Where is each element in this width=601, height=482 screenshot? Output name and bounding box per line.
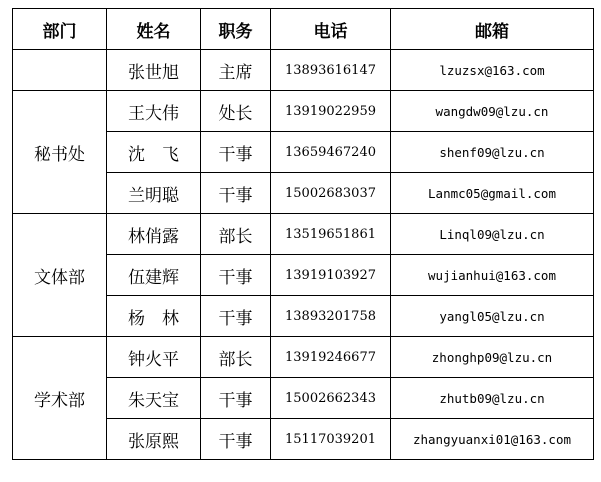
phone-cell: 15117039201: [271, 419, 391, 460]
phone-cell: 13919022959: [271, 91, 391, 132]
name-cell: 林俏露: [107, 214, 201, 255]
email-cell: wangdw09@lzu.cn: [391, 91, 594, 132]
name-cell: 王大伟: [107, 91, 201, 132]
dept-cell: [13, 50, 107, 91]
role-cell: 主席: [201, 50, 271, 91]
table-row: [13, 337, 594, 378]
email-cell: zhutb09@lzu.cn: [391, 378, 594, 419]
email-cell: wujianhui@163.com: [391, 255, 594, 296]
name-cell: 兰明聪: [107, 173, 201, 214]
phone-cell: 13659467240: [271, 132, 391, 173]
role-cell: 干事: [201, 378, 271, 419]
name-cell: 张原熙: [107, 419, 201, 460]
role-cell: 处长: [201, 91, 271, 132]
table-row: [13, 50, 594, 91]
phone-cell: 13919103927: [271, 255, 391, 296]
role-cell: 部长: [201, 337, 271, 378]
header-name: 姓名: [107, 9, 201, 50]
name-cell: 朱天宝: [107, 378, 201, 419]
phone-cell: 13893201758: [271, 296, 391, 337]
header-role: 职务: [201, 9, 271, 50]
role-cell: 干事: [201, 296, 271, 337]
phone-cell: 15002683037: [271, 173, 391, 214]
header-email: 邮箱: [391, 9, 594, 50]
phone-cell: 13893616147: [271, 50, 391, 91]
email-cell: zhonghp09@lzu.cn: [391, 337, 594, 378]
phone-cell: 13519651861: [271, 214, 391, 255]
email-cell: Linql09@lzu.cn: [391, 214, 594, 255]
role-cell: 干事: [201, 255, 271, 296]
email-cell: lzuzsx@163.com: [391, 50, 594, 91]
contacts-table: [12, 8, 594, 460]
phone-cell: 13919246677: [271, 337, 391, 378]
dept-cell: 学术部: [13, 337, 107, 460]
name-cell: 伍建辉: [107, 255, 201, 296]
name-cell: 张世旭: [107, 50, 201, 91]
name-cell: 杨 林: [107, 296, 201, 337]
role-cell: 干事: [201, 173, 271, 214]
email-cell: Lanmc05@gmail.com: [391, 173, 594, 214]
email-cell: yangl05@lzu.cn: [391, 296, 594, 337]
table-row: [13, 91, 594, 132]
dept-cell: 文体部: [13, 214, 107, 337]
role-cell: 干事: [201, 132, 271, 173]
role-cell: 干事: [201, 419, 271, 460]
email-cell: zhangyuanxi01@163.com: [391, 419, 594, 460]
table-row: [13, 214, 594, 255]
name-cell: 钟火平: [107, 337, 201, 378]
header-dept: 部门: [13, 9, 107, 50]
role-cell: 部长: [201, 214, 271, 255]
header-phone: 电话: [271, 9, 391, 50]
header-row: [13, 9, 594, 50]
name-cell: 沈 飞: [107, 132, 201, 173]
email-cell: shenf09@lzu.cn: [391, 132, 594, 173]
dept-cell: 秘书处: [13, 91, 107, 214]
phone-cell: 15002662343: [271, 378, 391, 419]
